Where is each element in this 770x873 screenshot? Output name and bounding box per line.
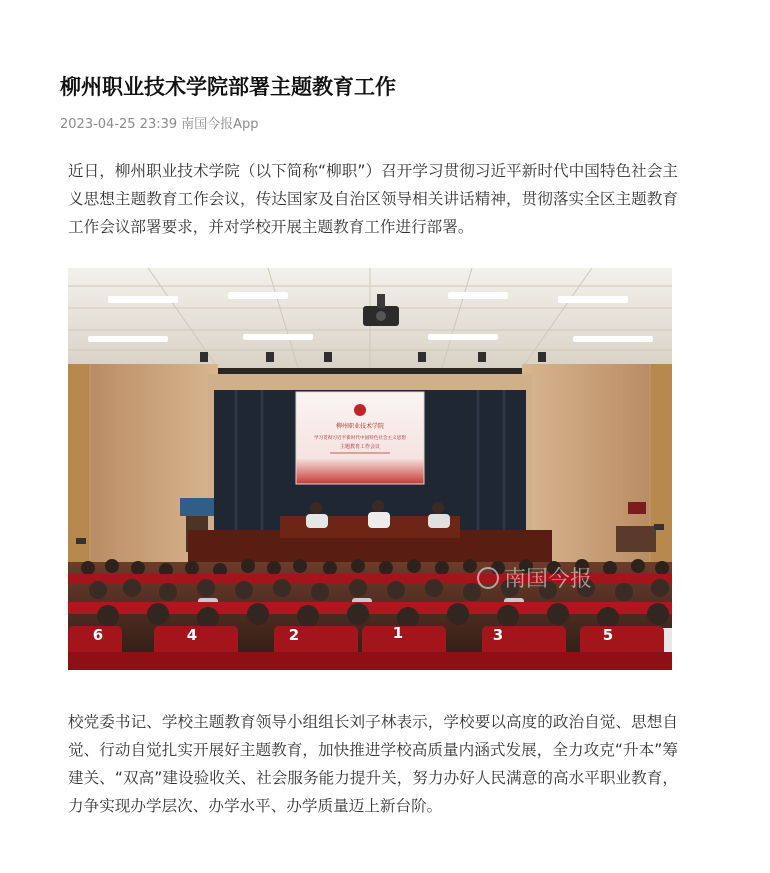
screen-line-1: 柳州职业技术学院 bbox=[335, 423, 385, 430]
meeting-photo-image bbox=[68, 268, 672, 670]
seat-number: 5 bbox=[602, 626, 614, 644]
article-title: 柳州职业技术学院部署主题教育工作 bbox=[60, 75, 396, 99]
meeting-photo bbox=[68, 268, 672, 670]
seat-number: 2 bbox=[288, 626, 300, 644]
publish-date: 2023-04-25 23:39 bbox=[60, 117, 178, 132]
intro-paragraph: 近日，柳州职业技术学院（以下简称“柳职”）召开学习贯彻习近平新时代中国特色社会主义思想主题教育工作会议，传达国家及自治区领导相关讲话精神，贯彻落实全区主题教育工作会议部署要求，并对学校开展主题教育工作进行部署。 bbox=[68, 162, 678, 236]
seat-number: 1 bbox=[392, 624, 404, 642]
source-name[interactable]: 南国今报App bbox=[181, 117, 259, 132]
screen-line-3: 主题教育工作会议 bbox=[339, 444, 381, 450]
body-paragraph: 校党委书记、学校主题教育领导小组组长刘子林表示，学校要以高度的政治自觉、思想自觉、行动自觉扎实开展好主题教育，加快推进学校高质量内涵式发展，全力攻克“升本”筹建关、“双高”建设验收关、社会服务能力提升关，努力办好人民满意的高水平职业教育，力争实现办学层次、办学水平、办学质量迈上新台阶。 bbox=[68, 713, 678, 815]
seat-number: 4 bbox=[186, 626, 198, 644]
article-meta bbox=[60, 116, 259, 134]
watermark-text: 南国今报 bbox=[504, 567, 593, 592]
seat-number: 6 bbox=[92, 626, 104, 644]
screen-line-2: 学习贯彻习近平新时代中国特色社会主义思想 bbox=[314, 436, 406, 441]
seat-number: 3 bbox=[492, 626, 504, 644]
